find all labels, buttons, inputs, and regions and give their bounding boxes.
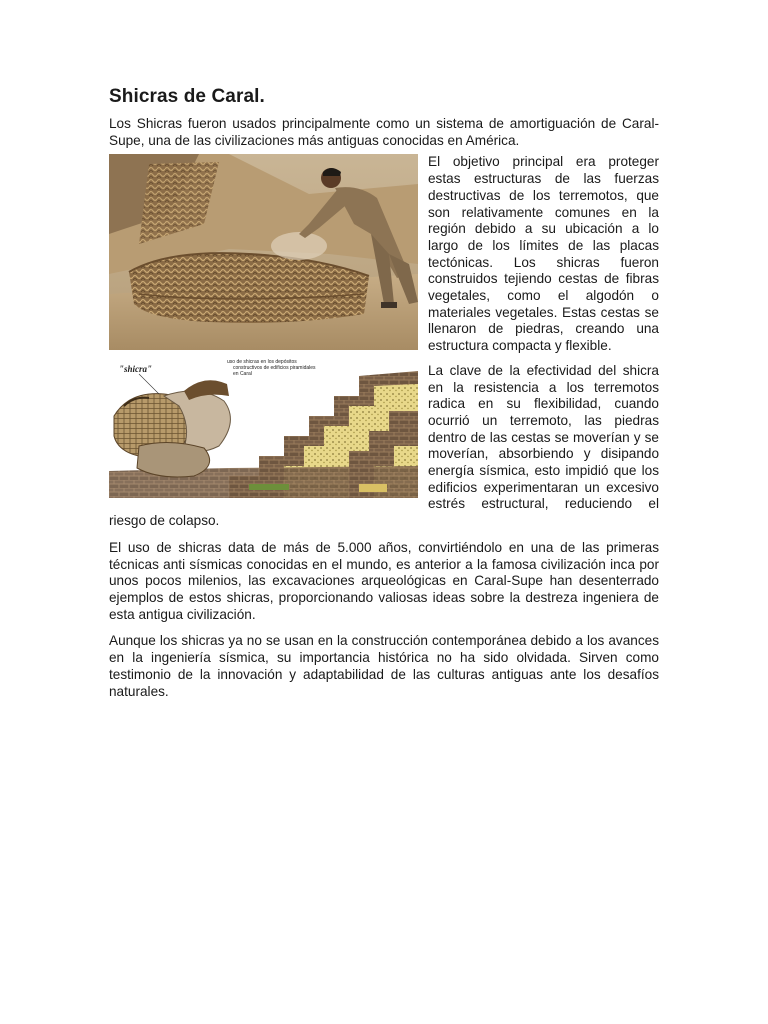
diagram-caption-1: uso de shicras en los depósitos <box>227 359 297 366</box>
excavation-photo <box>109 154 418 350</box>
diagram-caption-2: constructivos de edificios piramidales <box>233 365 316 372</box>
paragraph-objective: El objetivo principal era proteger estas estructuras de las fuerzas destructivas de los terremotos, que son relativamente comunes en la región debido a su ubicación a lo largo de los límites de las placas tectónicas. Los shicras fueron construidos tejiendo cestas de fibras vegetales, como el algodón o materiales vegetales. Estas cestas se llenaron de piedras, creando una estructura compacta y flexible. <box>428 154 659 354</box>
shicra-diagram <box>109 356 418 498</box>
paragraph-flexibility: La clave de la efectividad del shicra en la resistencia a los terremotos radica en su flexibilidad, cuando ocurrió un terremoto, las piedras dentro de las cestas se moverían y se moverían, absorbiendo y disipando energía sísmica, esto impidió que los edificios experimentaran un excesivo estrés estructural, reduciendo el riesgo de colapso. <box>109 362 659 529</box>
document-body <box>109 86 659 700</box>
paragraph-legacy: Aunque los shicras ya no se usan en la construcción contemporánea debido a los avances en la ingeniería sísmica, su importancia histórica no ha sido olvidada. Sirven como testimonio de la innovación y adaptabilidad de las culturas antiguas ante los desafíos naturales. <box>109 633 659 699</box>
shicra-label: "shicra" <box>119 364 152 375</box>
figure-column <box>109 154 418 498</box>
intro-paragraph: Los Shicras fueron usados principalmente como un sistema de amortiguación de Caral-Supe, una de las civilizaciones más antiguas conocidas en América. <box>109 116 659 148</box>
diagram-caption-3: en Caral <box>233 371 252 378</box>
page-title: Shicras de Caral. <box>109 86 265 107</box>
paragraph-history: El uso de shicras data de más de 5.000 años, convirtiéndolo en una de las primeras técnicas anti sísmicas conocidas en el mundo, es anterior a la famosa civilización inca por unos pocos milenios, las excavaciones arqueológicas en Caral-Supe han desenterrado ejemplos de estos shicras, proporcionando valiosas ideas sobre la destreza ingeniera de esta antigua civilización. <box>109 539 659 622</box>
